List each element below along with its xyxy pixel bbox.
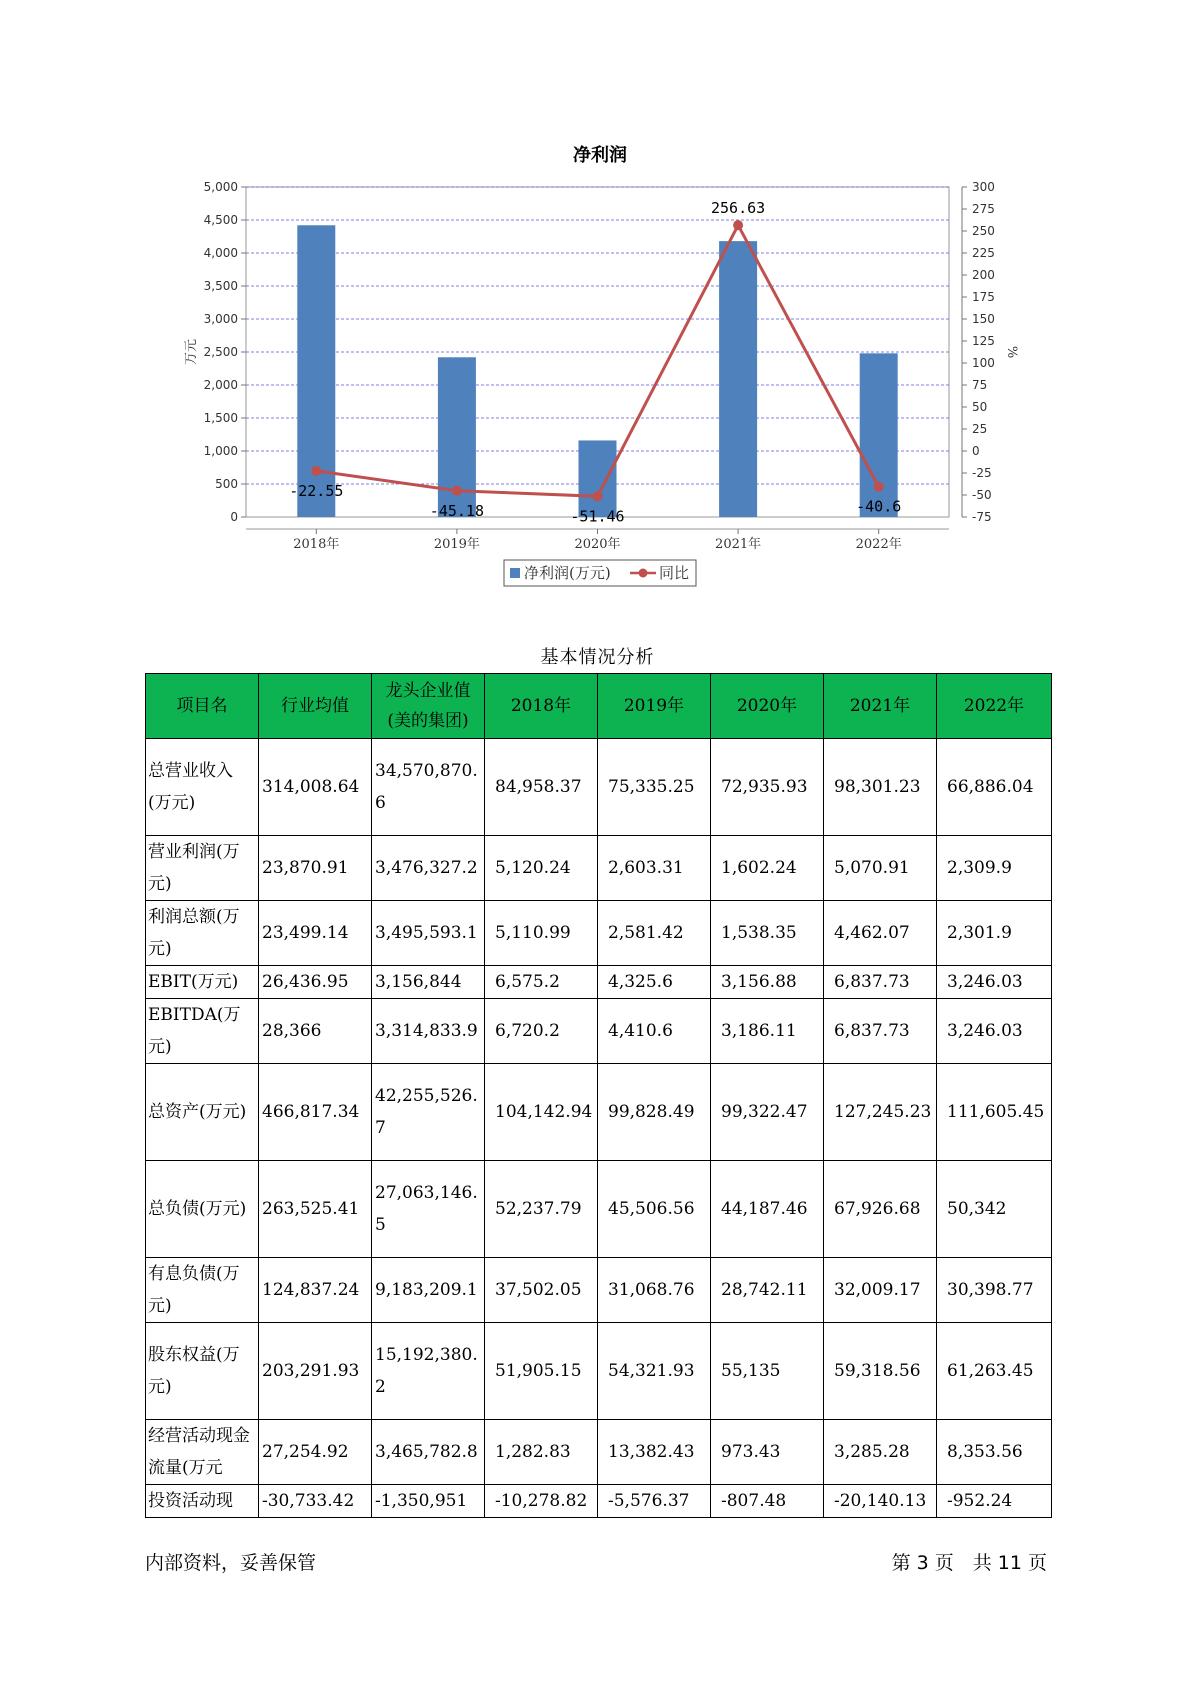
header-cell: 2020年 — [711, 674, 824, 739]
legend-bar-label: 净利润(万元) — [524, 564, 611, 582]
yoy-point — [452, 486, 462, 496]
row-name-cell: 利润总额(万元) — [146, 901, 259, 966]
row-name-cell: 总负债(万元) — [146, 1161, 259, 1258]
value-cell: 52,237.79 — [485, 1161, 598, 1258]
value-cell: 23,499.14 — [259, 901, 372, 966]
right-axis-ticks — [962, 180, 995, 524]
value-cell: 111,605.45 — [937, 1064, 1052, 1161]
value-cell: 44,187.46 — [711, 1161, 824, 1258]
value-cell: 15,192,380.2 — [372, 1323, 485, 1420]
row-name-cell: 投资活动现 — [146, 1485, 259, 1518]
left-tick-label: 3,500 — [203, 279, 238, 293]
row-name-cell: EBITDA(万元) — [146, 999, 259, 1064]
right-tick-label: 0 — [972, 444, 980, 458]
value-cell: 6,575.2 — [485, 966, 598, 999]
value-cell: 23,870.91 — [259, 836, 372, 901]
right-tick-label: 125 — [972, 334, 995, 348]
value-cell: 3,465,782.8 — [372, 1420, 485, 1485]
x-tick-label: 2019年 — [433, 537, 480, 552]
value-cell: 2,581.42 — [598, 901, 711, 966]
value-cell: 32,009.17 — [824, 1258, 937, 1323]
value-cell: 4,462.07 — [824, 901, 937, 966]
table-row — [146, 966, 1052, 999]
left-tick-label: 500 — [215, 477, 238, 491]
value-cell: 54,321.93 — [598, 1323, 711, 1420]
value-cell: 203,291.93 — [259, 1323, 372, 1420]
x-tick-label: 2022年 — [855, 537, 902, 552]
yoy-point — [311, 466, 321, 476]
left-tick-label: 3,000 — [203, 312, 238, 326]
value-cell: 31,068.76 — [598, 1258, 711, 1323]
right-tick-label: -75 — [972, 510, 992, 524]
left-axis-label: 万元 — [184, 338, 199, 366]
yoy-point — [733, 220, 743, 230]
yoy-data-label: -22.55 — [289, 481, 344, 500]
value-cell: 314,008.64 — [259, 739, 372, 836]
left-tick-label: 4,500 — [203, 213, 238, 227]
yoy-data-label: -40.6 — [856, 497, 902, 516]
value-cell: 6,837.73 — [824, 999, 937, 1064]
header-cell: 龙头企业值(美的集团) — [372, 674, 485, 739]
legend-line-label: 同比 — [659, 564, 690, 582]
legend — [504, 560, 696, 586]
table-row — [146, 1258, 1052, 1323]
value-cell: 9,183,209.1 — [372, 1258, 485, 1323]
value-cell: -5,576.37 — [598, 1485, 711, 1518]
right-tick-label: 150 — [972, 312, 995, 326]
value-cell: 75,335.25 — [598, 739, 711, 836]
x-tick-label: 2021年 — [715, 537, 762, 552]
value-cell: -1,350,951 — [372, 1485, 485, 1518]
footer-page-number: 第 3 页 共 11 页 — [891, 1552, 1047, 1574]
header-cell: 2022年 — [937, 674, 1052, 739]
table-row — [146, 836, 1052, 901]
net-profit-chart — [0, 0, 1191, 600]
right-tick-label: 275 — [972, 202, 995, 216]
left-tick-label: 5,000 — [203, 180, 238, 194]
value-cell: 4,410.6 — [598, 999, 711, 1064]
table-row — [146, 1064, 1052, 1161]
right-tick-label: 200 — [972, 268, 995, 282]
yoy-data-label: -51.46 — [570, 507, 625, 526]
right-tick-label: 25 — [972, 422, 988, 436]
value-cell: 72,935.93 — [711, 739, 824, 836]
header-cell: 2019年 — [598, 674, 711, 739]
value-cell: 3,495,593.1 — [372, 901, 485, 966]
left-tick-label: 4,000 — [203, 246, 238, 260]
value-cell: 8,353.56 — [937, 1420, 1052, 1485]
row-name-cell: 有息负债(万元) — [146, 1258, 259, 1323]
value-cell: 124,837.24 — [259, 1258, 372, 1323]
value-cell: 2,309.9 — [937, 836, 1052, 901]
value-cell: 1,538.35 — [711, 901, 824, 966]
right-tick-label: 175 — [972, 290, 995, 304]
value-cell: 2,301.9 — [937, 901, 1052, 966]
value-cell: 104,142.94 — [485, 1064, 598, 1161]
table-row — [146, 739, 1052, 836]
value-cell: 3,285.28 — [824, 1420, 937, 1485]
value-cell: 3,156.88 — [711, 966, 824, 999]
row-name-cell: 总营业收入(万元) — [146, 739, 259, 836]
yoy-point — [593, 491, 603, 501]
x-tick-label: 2018年 — [293, 537, 340, 552]
table-header-row — [146, 674, 1052, 739]
header-cell: 项目名 — [146, 674, 259, 739]
table-caption: 基本情况分析 — [540, 647, 655, 668]
row-name-cell: 经营活动现金流量(万元 — [146, 1420, 259, 1485]
right-tick-label: 300 — [972, 180, 995, 194]
value-cell: 13,382.43 — [598, 1420, 711, 1485]
value-cell: 6,720.2 — [485, 999, 598, 1064]
value-cell: 55,135 — [711, 1323, 824, 1420]
left-tick-label: 2,000 — [203, 378, 238, 392]
value-cell: 51,905.15 — [485, 1323, 598, 1420]
value-cell: 466,817.34 — [259, 1064, 372, 1161]
value-cell: 67,926.68 — [824, 1161, 937, 1258]
right-tick-label: 50 — [972, 400, 988, 414]
basic-analysis-table — [145, 673, 1052, 1518]
value-cell: 1,602.24 — [711, 836, 824, 901]
right-tick-label: 100 — [972, 356, 995, 370]
value-cell: 3,246.03 — [937, 999, 1052, 1064]
value-cell: 5,070.91 — [824, 836, 937, 901]
yoy-data-label: -45.18 — [429, 501, 484, 520]
chart-title: 净利润 — [573, 145, 627, 166]
value-cell: 3,156,844 — [372, 966, 485, 999]
legend-line-marker — [639, 569, 648, 578]
bar — [579, 440, 617, 517]
value-cell: 5,110.99 — [485, 901, 598, 966]
value-cell: 3,314,833.9 — [372, 999, 485, 1064]
row-name-cell: 股东权益(万元) — [146, 1323, 259, 1420]
value-cell: 5,120.24 — [485, 836, 598, 901]
table-row — [146, 1485, 1052, 1518]
value-cell: 98,301.23 — [824, 739, 937, 836]
left-tick-label: 1,000 — [203, 444, 238, 458]
value-cell: 127,245.23 — [824, 1064, 937, 1161]
right-tick-label: -50 — [972, 488, 992, 502]
legend-bar-swatch — [510, 568, 520, 578]
right-tick-label: 75 — [972, 378, 988, 392]
value-cell: 1,282.83 — [485, 1420, 598, 1485]
value-cell: 28,366 — [259, 999, 372, 1064]
value-cell: 61,263.45 — [937, 1323, 1052, 1420]
value-cell: 66,886.04 — [937, 739, 1052, 836]
row-name-cell: 营业利润(万元) — [146, 836, 259, 901]
value-cell: 99,322.47 — [711, 1064, 824, 1161]
row-name-cell: 总资产(万元) — [146, 1064, 259, 1161]
value-cell: 84,958.37 — [485, 739, 598, 836]
value-cell: -10,278.82 — [485, 1485, 598, 1518]
x-axis-ticks — [293, 529, 901, 552]
left-tick-label: 0 — [230, 510, 238, 524]
value-cell: 973.43 — [711, 1420, 824, 1485]
bar — [719, 241, 757, 517]
right-tick-label: -25 — [972, 466, 992, 480]
value-cell: 4,325.6 — [598, 966, 711, 999]
row-name-cell: EBIT(万元) — [146, 966, 259, 999]
value-cell: -20,140.13 — [824, 1485, 937, 1518]
header-cell: 2021年 — [824, 674, 937, 739]
left-tick-label: 1,500 — [203, 411, 238, 425]
yoy-data-label: 256.63 — [711, 199, 766, 218]
header-cell: 2018年 — [485, 674, 598, 739]
value-cell: 27,063,146.5 — [372, 1161, 485, 1258]
table-row — [146, 1420, 1052, 1485]
value-cell: 26,436.95 — [259, 966, 372, 999]
yoy-point — [874, 482, 884, 492]
value-cell: -30,733.42 — [259, 1485, 372, 1518]
footer-confidential-note: 内部资料，妥善保管 — [145, 1552, 317, 1574]
value-cell: 34,570,870.6 — [372, 739, 485, 836]
value-cell: -952.24 — [937, 1485, 1052, 1518]
right-tick-label: 225 — [972, 246, 995, 260]
value-cell: 3,476,327.2 — [372, 836, 485, 901]
value-cell: 37,502.05 — [485, 1258, 598, 1323]
right-axis-label: % — [1004, 345, 1019, 359]
value-cell: 28,742.11 — [711, 1258, 824, 1323]
value-cell: 27,254.92 — [259, 1420, 372, 1485]
header-cell: 行业均值 — [259, 674, 372, 739]
table-row — [146, 1323, 1052, 1420]
x-tick-label: 2020年 — [574, 537, 621, 552]
bar — [860, 353, 898, 517]
table-row — [146, 999, 1052, 1064]
value-cell: 45,506.56 — [598, 1161, 711, 1258]
value-cell: 99,828.49 — [598, 1064, 711, 1161]
table-row — [146, 1161, 1052, 1258]
value-cell: 3,186.11 — [711, 999, 824, 1064]
value-cell: 3,246.03 — [937, 966, 1052, 999]
value-cell: 2,603.31 — [598, 836, 711, 901]
value-cell: 6,837.73 — [824, 966, 937, 999]
value-cell: 263,525.41 — [259, 1161, 372, 1258]
value-cell: 59,318.56 — [824, 1323, 937, 1420]
left-axis-ticks — [204, 180, 246, 524]
value-cell: 50,342 — [937, 1161, 1052, 1258]
left-tick-label: 2,500 — [203, 345, 238, 359]
table-row — [146, 901, 1052, 966]
value-cell: 30,398.77 — [937, 1258, 1052, 1323]
right-tick-label: 250 — [972, 224, 995, 238]
value-cell: -807.48 — [711, 1485, 824, 1518]
value-cell: 42,255,526.7 — [372, 1064, 485, 1161]
